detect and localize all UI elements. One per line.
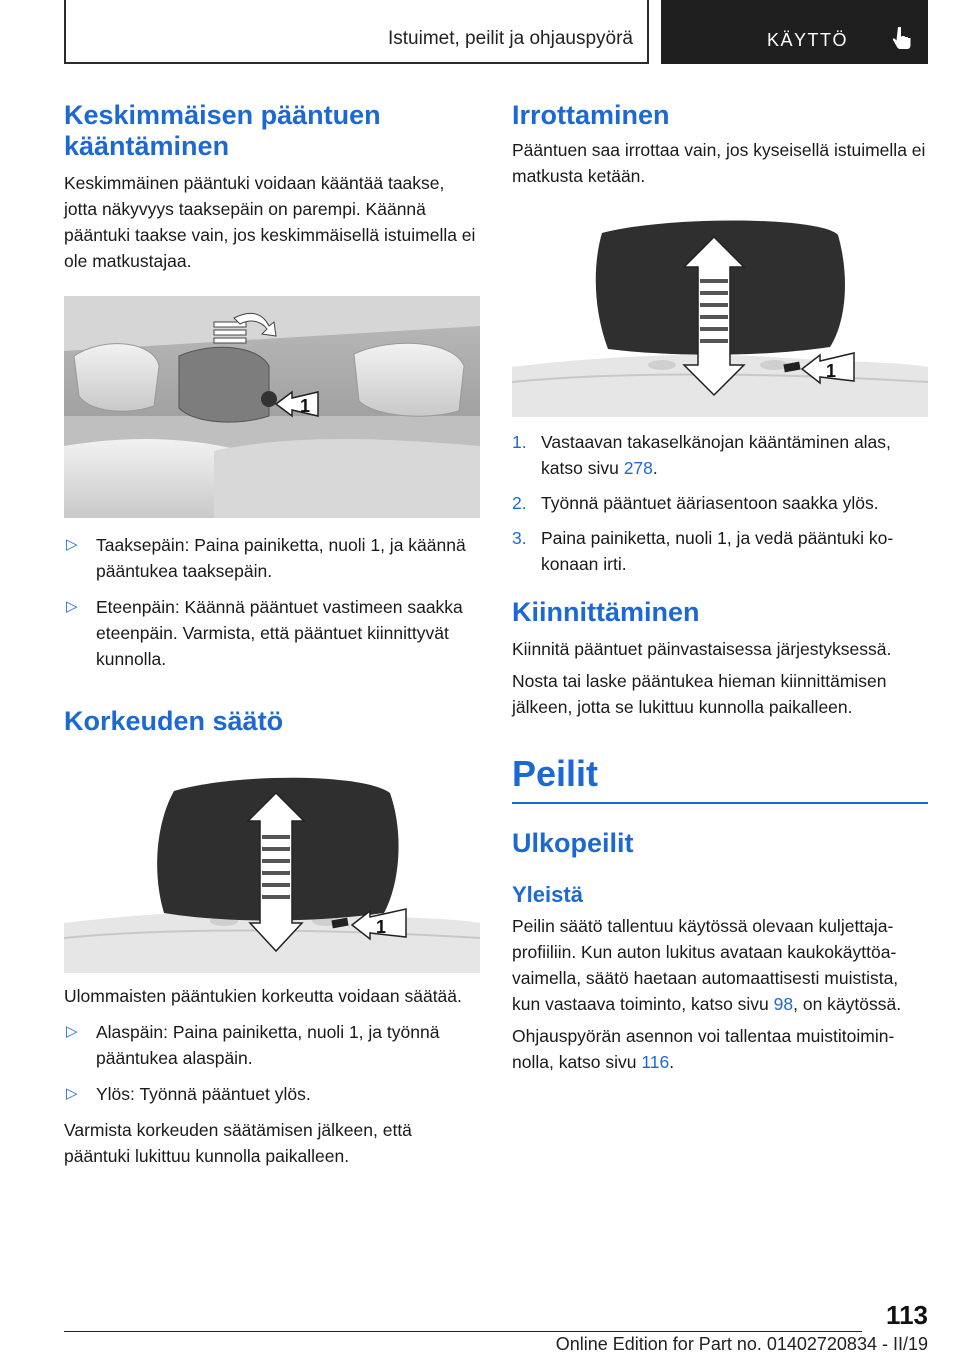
- figure1-label: 1: [300, 396, 311, 416]
- list-fold-directions: [64, 532, 480, 672]
- triangle-bullet-icon: ▷: [66, 598, 78, 615]
- paragraph-mirror-memory: Peilin säätö tallentuu käytössä olevaan kuljettajaprofiiliin. Kun auton lukitus avataan kaukokäyttöavaimella, säätö haetaan automaattisesti muistista, kun vastaava toiminto, katso sivu 98, on käytössä.: [512, 916, 902, 1014]
- chapter-title-mirrors: Peilit: [512, 752, 928, 804]
- pointing-hand-icon: [889, 25, 915, 51]
- section-title: Istuimet, peilit ja ohjauspyörä: [387, 28, 633, 49]
- triangle-bullet-icon: ▷: [66, 1023, 78, 1040]
- list-item: 2. Työnnä pääntuet ääriasentoon saakka ylös.: [512, 490, 928, 516]
- triangle-bullet-icon: ▷: [66, 1085, 78, 1102]
- footer-divider: [64, 1331, 862, 1332]
- list-item: ▷ Ylös: Työnnä pääntuet ylös.: [64, 1081, 480, 1107]
- heading-removal: Irrottaminen: [512, 100, 670, 130]
- page-number: 113: [886, 1300, 928, 1330]
- triangle-bullet-icon: ▷: [66, 536, 78, 553]
- heading-attaching: Kiinnittäminen: [512, 597, 700, 627]
- heading-height-adjust: Korkeuden säätö: [64, 706, 284, 736]
- chapter-tab-label: KÄYTTÖ: [767, 30, 849, 50]
- step-number: 2.: [512, 493, 527, 513]
- list-item: ▷ Eteenpäin: Käännä pääntuet vastimeen saakka eteenpäin. Varmista, että pääntuet kiinnittyvät kunnolla.: [64, 594, 480, 672]
- figure-rear-seat-headrest: [64, 296, 480, 518]
- list-removal-steps: [512, 429, 928, 577]
- paragraph-center-headrest: Keskimmäinen pääntuki voidaan kääntää taakse, jotta näkyvyys taaksepäin on parempi. Käännä pääntuki taakse vain, jos keskimmäisellä istuimella ei ole matkustajaa.: [64, 173, 476, 271]
- footer-edition: Online Edition for Part no. 01402720834 - II/19: [555, 1334, 928, 1354]
- figure2-label: 1: [376, 917, 387, 937]
- section-header-box: [64, 0, 649, 64]
- heading-exterior-mirrors: Ulkopeilit: [512, 828, 634, 858]
- figure-headrest-removal: [512, 217, 928, 417]
- list-item: ▷ Alaspäin: Paina painiketta, nuoli 1, ja työnnä pääntukea alaspäin.: [64, 1019, 480, 1071]
- right-column: [512, 100, 928, 1075]
- page-link[interactable]: 98: [773, 994, 794, 1014]
- paragraph-attach-lock: Nosta tai laske pääntukea hieman kiinnittämisen jälkeen, jotta se lukittuu kunnolla paikalleen.: [512, 671, 887, 717]
- paragraph-lock-check: Varmista korkeuden säätämisen jälkeen, että pääntuki lukittuu kunnolla paikalleen.: [64, 1120, 412, 1166]
- subheading-general: Yleistä: [512, 882, 583, 907]
- paragraph-steering-memory: Ohjauspyörän asennon voi tallentaa muistitoiminnolla, katso sivu 116.: [512, 1026, 895, 1072]
- page-link[interactable]: 116: [641, 1052, 670, 1072]
- list-item: ▷ Taaksepäin: Paina painiketta, nuoli 1, ja käännä pääntukea taaksepäin.: [64, 532, 480, 584]
- paragraph-removal: Pääntuen saa irrottaa vain, jos kyseisellä istuimella ei matkusta ketään.: [512, 140, 926, 186]
- paragraph-outer-headrests: Ulommaisten pääntukien korkeutta voidaan säätää.: [64, 986, 462, 1006]
- heading-center-headrest-fold: Keskimmäisen pääntuen kääntäminen: [64, 100, 381, 161]
- list-item: 3. Paina painiketta, nuoli 1, ja vedä pääntuki kokonaan irti.: [512, 525, 928, 577]
- chapter-tab: [661, 0, 928, 64]
- list-item: 1. Vastaavan takaselkänojan kääntäminen alas, katso sivu 278.: [512, 429, 928, 481]
- step-number: 1.: [512, 432, 527, 452]
- list-height-directions: [64, 1019, 480, 1107]
- figure3-label: 1: [826, 361, 837, 381]
- left-column: [64, 100, 480, 1169]
- figure-headrest-height: [64, 773, 480, 973]
- paragraph-attach-order: Kiinnitä pääntuet päinvastaisessa järjestyksessä.: [512, 639, 892, 659]
- page-header: [64, 0, 928, 64]
- page-link[interactable]: 278: [623, 458, 653, 478]
- step-number: 3.: [512, 528, 527, 548]
